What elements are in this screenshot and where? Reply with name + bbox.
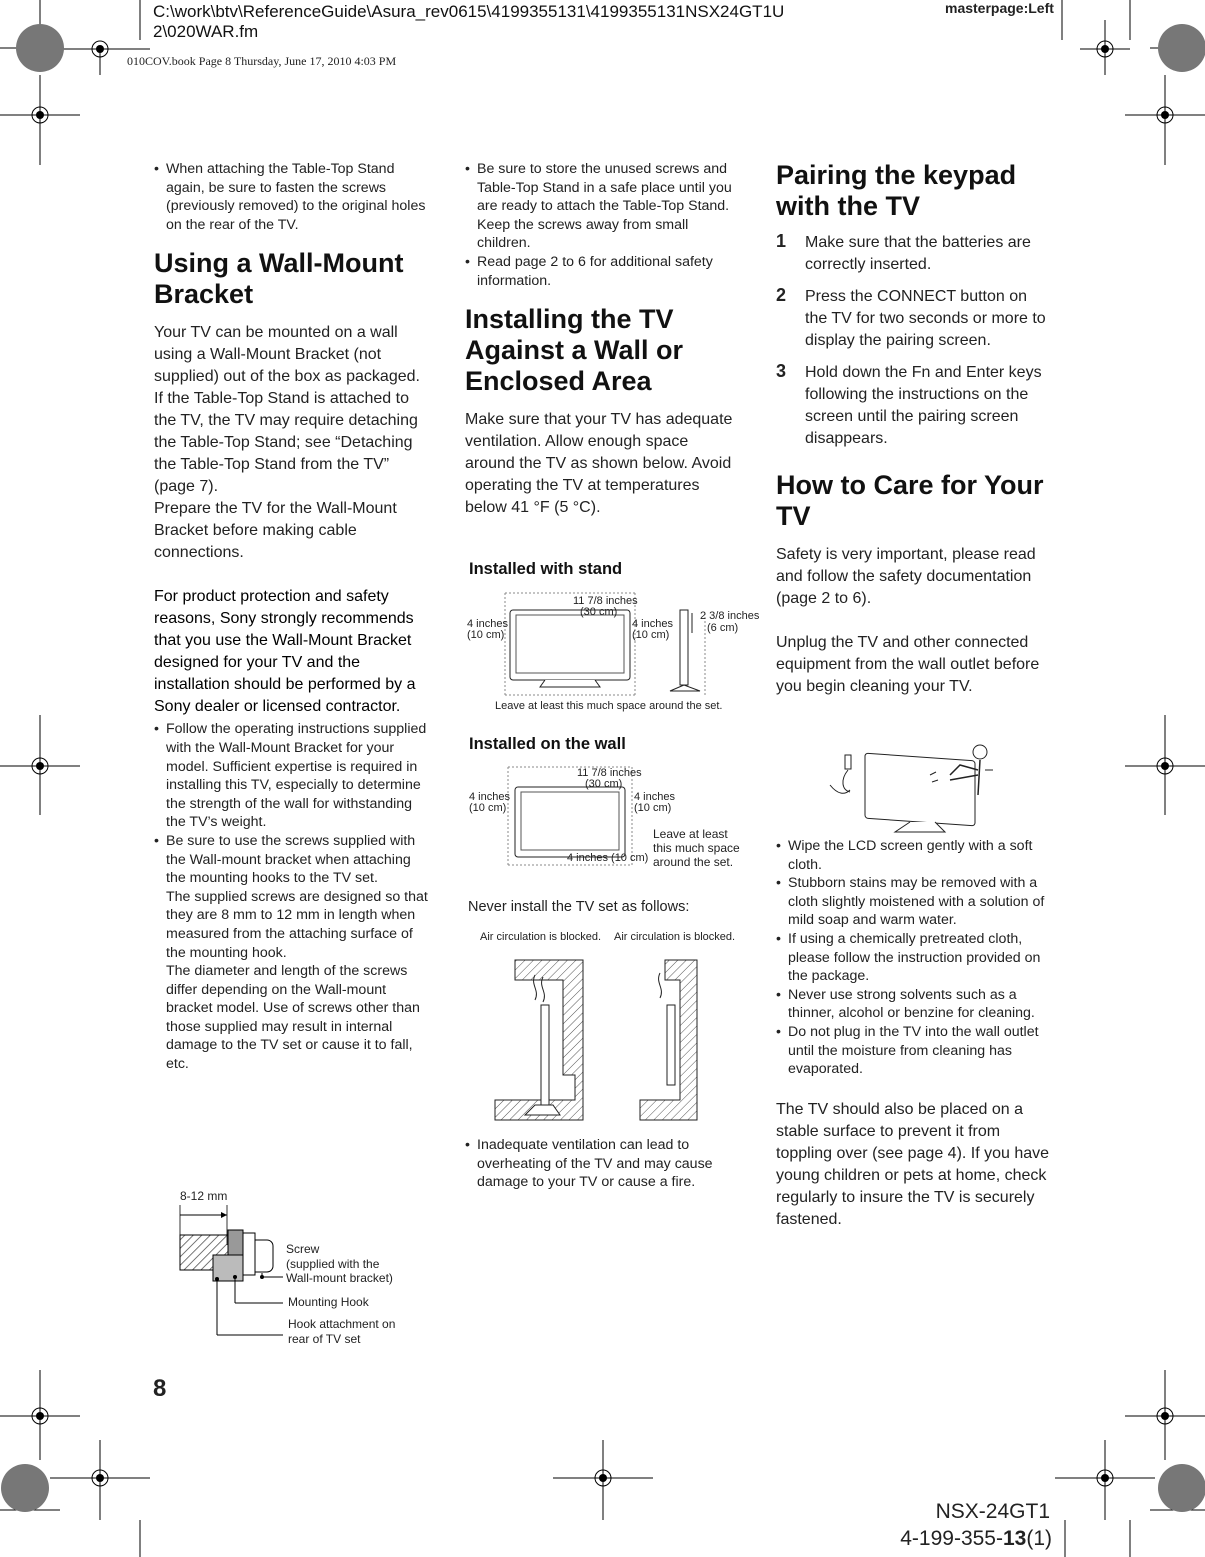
wall-bottom-dim: 4 inches (10 cm) [567, 852, 649, 864]
wall-right-dim-cm: (10 cm) [634, 802, 672, 814]
never-install: Never install the TV set as follows: [468, 899, 690, 915]
para-unplug: Unplug the TV and other connected equipment from the wall outlet before you begin cleaning your TV. [776, 634, 1040, 695]
para-stable-surface: The TV should also be placed on a stable surface to prevent it from toppling over (see page 4). If you have young children or pets at home, check regularly to insure the TV is securely fastened. [776, 1101, 1050, 1228]
bullet-use-screws [154, 832, 429, 1074]
stand-top-dim-cm: (30 cm) [580, 606, 618, 618]
step-1: 1 Make sure that the batteries are correctly inserted. [776, 231, 1031, 273]
heading-wall-mount: Using a Wall-Mount Bracket [154, 248, 404, 310]
wall-top-dim: 11 7/8 inches [577, 767, 642, 779]
bullet-stains: • Stubborn stains may be removed with a cloth slightly moistened with a solution of mild soap and warm water. [776, 874, 1056, 930]
attach-label-2: rear of TV set [288, 1332, 361, 1346]
para-prepare: Prepare the TV for the Wall-Mount Bracket before making cable connections. [154, 500, 397, 562]
bullet-wipe: • Wipe the LCD screen gently with a soft cloth. [776, 837, 1056, 874]
page-number: 8 [153, 1375, 167, 1402]
bullet-moisture: • Do not plug in the TV into the wall outlet until the moisture from cleaning has evaporated. [776, 1023, 1056, 1079]
wall-caption-2: this much space [653, 841, 740, 855]
bullet-table-top-stand: • When attaching the Table-Top Stand again, be sure to fasten the screws (previously removed) to the original holes on the rear of the TV. [154, 160, 429, 234]
bullet-follow-instructions: • Follow the operating instructions supplied with the Wall-Mount Bracket for your model. Sufficient expertise is required in installing this TV, especially to determine the strength of the wall for withstanding the TV’s weight. [154, 720, 429, 832]
stand-right-dim: 4 inches [632, 618, 673, 630]
bullet-use-screws-text: Be sure to use the screws supplied with the Wall-mount bracket when attaching the mounting hooks to the TV set. [166, 832, 416, 887]
column-middle [465, 160, 740, 519]
hook-label: Mounting Hook [288, 1295, 369, 1309]
wall-heading: Installed on the wall [469, 735, 626, 753]
bullet-screw-diameter: The diameter and length of the screws differ depending on the Wall-mount bracket model. Use of screws other than those supplied may result in internal damage to the TV set or cause it to fall, etc. [166, 963, 420, 1073]
para-wall-mount: Your TV can be mounted on a wall using a Wall-Mount Bracket (not supplied) out of the box as packaged. If the Table-Top Stand is attached to the TV, the TV may require detaching the Table-Top Stand; see “Detaching the Table-Top Stand from the TV” (page 7). [154, 324, 420, 496]
stand-right-dim-cm: (10 cm) [632, 629, 670, 641]
wall-caption-1: Leave at least [653, 827, 728, 841]
wall-caption-3: around the set. [653, 855, 734, 869]
book-info: 010COV.book Page 8 Thursday, June 17, 2010 4:03 PM [127, 54, 397, 68]
screw-sub-label-2: Wall-mount bracket) [286, 1271, 393, 1285]
wall-left-dim: 4 inches [469, 791, 510, 803]
part-code: 4-199-355-13(1) [900, 1527, 1052, 1550]
step-2: 2 Press the CONNECT button on the TV for two seconds or more to display the pairing screen. [776, 285, 1046, 349]
bullet-inadequate-ventilation: • Inadequate ventilation can lead to overheating of the TV and may cause damage to your TV or cause a fire. [465, 1136, 745, 1192]
column-left [154, 160, 429, 1074]
wall-diagram [465, 762, 750, 872]
stand-diagram [465, 585, 760, 720]
dim-label: 8-12 mm [180, 1189, 228, 1203]
screw-diagram [175, 1185, 435, 1355]
cleaning-illustration [820, 740, 1010, 835]
air-blocked-label-2: Air circulation is blocked. [614, 931, 736, 943]
blocked-diagram [475, 925, 735, 1125]
stand-left-dim: 4 inches [467, 618, 508, 630]
air-blocked-label-1: Air circulation is blocked. [480, 931, 602, 943]
file-path: C:\work\btv\ReferenceGuide\Asura_rev0615\4199355131\4199355131NSX24GT1U2\020WAR.fm [153, 2, 785, 41]
screw-label: Screw [286, 1242, 320, 1256]
para-ventilation: Make sure that your TV has adequate ventilation. Allow enough space around the TV as shown below. Avoid operating the TV at temperatures below 41 °F (5 °C). [465, 411, 733, 517]
para-sony-recommends: For product protection and safety reasons, Sony strongly recommends that you use the Wall-Mount Bracket designed for your TV and the installation should be performed by a Sony dealer or licensed contractor. [154, 588, 416, 716]
bullet-store-screws: • Be sure to store the unused screws and Table-Top Stand in a safe place until you are ready to attach the Table-Top Stand. Keep the screws away from small children. [465, 160, 740, 253]
para-safety: Safety is very important, please read and follow the safety documentation (page 2 to 6). [776, 546, 1036, 607]
stand-left-dim-cm: (10 cm) [467, 629, 505, 641]
care-bullets [776, 837, 1056, 1079]
masterpage-label: masterpage:Left [945, 0, 1054, 16]
wall-top-dim-cm: (30 cm) [585, 778, 623, 790]
bullet-pretreated: • If using a chemically pretreated cloth, please follow the instruction provided on the package. [776, 930, 1056, 986]
screw-sub-label-1: (supplied with the [286, 1257, 380, 1271]
heading-care: How to Care for Your TV [776, 470, 1044, 531]
wall-right-dim: 4 inches [634, 791, 675, 803]
attach-label-1: Hook attachment on [288, 1317, 396, 1331]
bullet-read-pages: • Read page 2 to 6 for additional safety information. [465, 253, 740, 290]
heading-installing: Installing the TV Against a Wall or Enclosed Area [465, 304, 684, 397]
stand-top-dim: 11 7/8 inches [573, 595, 638, 607]
wall-left-dim-cm: (10 cm) [469, 802, 507, 814]
column-right [776, 160, 1053, 698]
stand-heading: Installed with stand [469, 560, 623, 578]
stand-depth-dim-cm: (6 cm) [707, 622, 739, 634]
bullet-solvents: • Never use strong solvents such as a thinner, alcohol or benzine for cleaning. [776, 986, 1056, 1023]
step-3: 3 Hold down the Fn and Enter keys following the instructions on the screen until the pairing screen disappears. [776, 361, 1042, 447]
stand-depth-dim: 2 3/8 inches [700, 610, 760, 622]
bullet-screw-length: The supplied screws are designed so that they are 8 mm to 12 mm in length when measured from the attaching surface of the mounting hook. [166, 888, 428, 961]
model-number: NSX-24GT1 [935, 1500, 1050, 1523]
stand-caption: Leave at least this much space around the set. [495, 700, 723, 712]
heading-pairing: Pairing the keypad with the TV [776, 160, 1017, 221]
pairing-steps [776, 232, 1053, 450]
